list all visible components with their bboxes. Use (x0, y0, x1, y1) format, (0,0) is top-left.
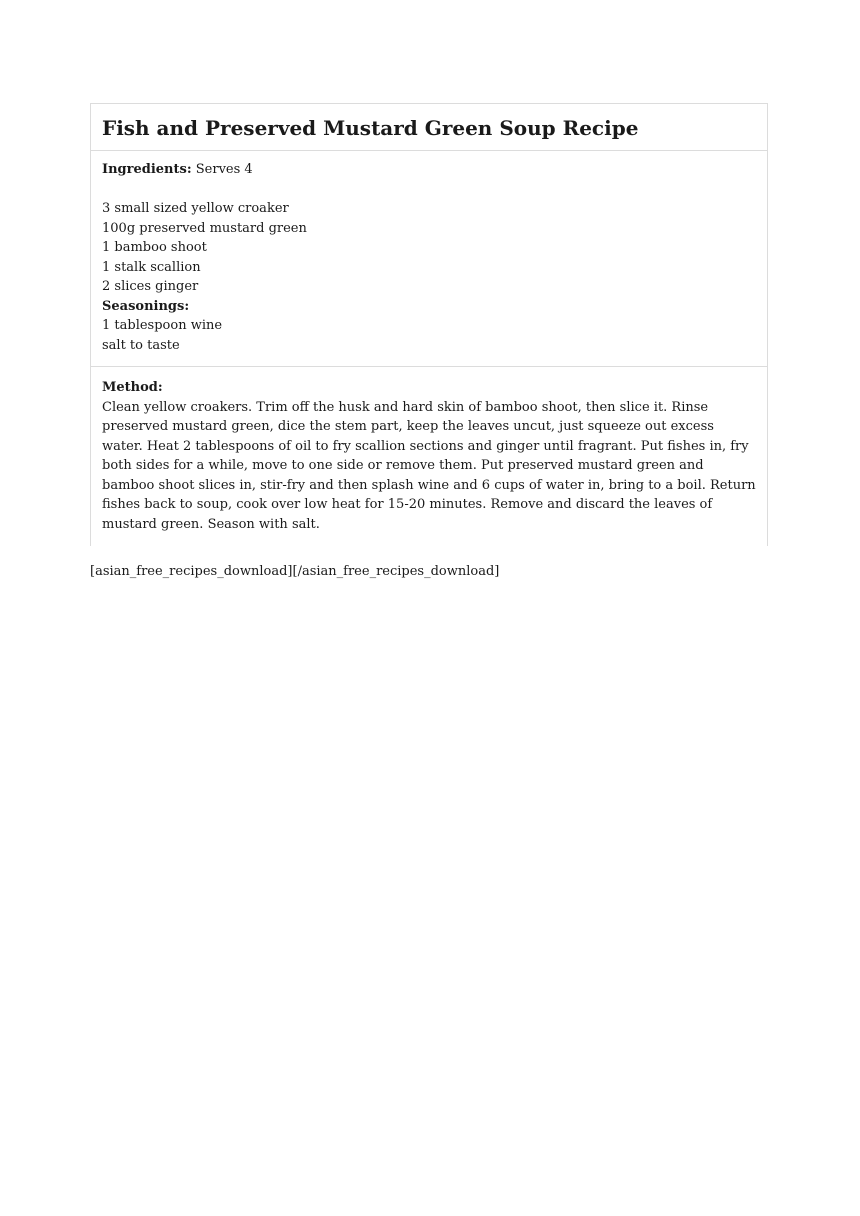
serves-text: Serves 4 (191, 162, 253, 177)
seasonings-label: Seasonings: (102, 298, 190, 314)
ingredients-heading-line (102, 160, 756, 180)
ingredients-section (91, 151, 767, 367)
recipe-card (90, 103, 768, 546)
ingredient-item: 2 slices ginger (102, 279, 199, 294)
ingredient-item: 3 small sized yellow croaker (102, 201, 289, 216)
ingredient-item: 1 bamboo shoot (102, 240, 207, 255)
ingredient-item: 1 stalk scallion (102, 259, 201, 275)
recipe-title: Fish and Preserved Mustard Green Soup Recipe (91, 104, 767, 151)
spacer (102, 180, 756, 200)
method-text: Clean yellow croakers. Trim off the husk and hard skin of bamboo shoot, then slice it. Rinse preserved mustard green, dice the stem part, keep the leaves uncut, just squeeze out excess water. Heat 2 tablespoons of oil to fry scallion sections and ginger until fragrant. Put fishes in, fry both sides for a while, move to one side or remove them. Put preserved mustard green and bamboo shoot slices in, stir-fry and then splash wine and 6 cups of water in, bring to a boil. Return fishes back to soup, cook over low heat for 15-20 minutes. Remove and discard the leaves of mustard green. Season with salt. (102, 399, 756, 532)
method-section (91, 367, 767, 546)
download-shortcode: [asian_free_recipes_download][/asian_free_recipes_download] (90, 564, 500, 579)
method-label: Method: (102, 380, 163, 395)
seasoning-item: salt to taste (102, 337, 180, 353)
ingredient-item: 100g preserved mustard green (102, 220, 307, 236)
seasoning-item: 1 tablespoon wine (102, 318, 223, 333)
ingredients-label: Ingredients: (102, 162, 192, 177)
